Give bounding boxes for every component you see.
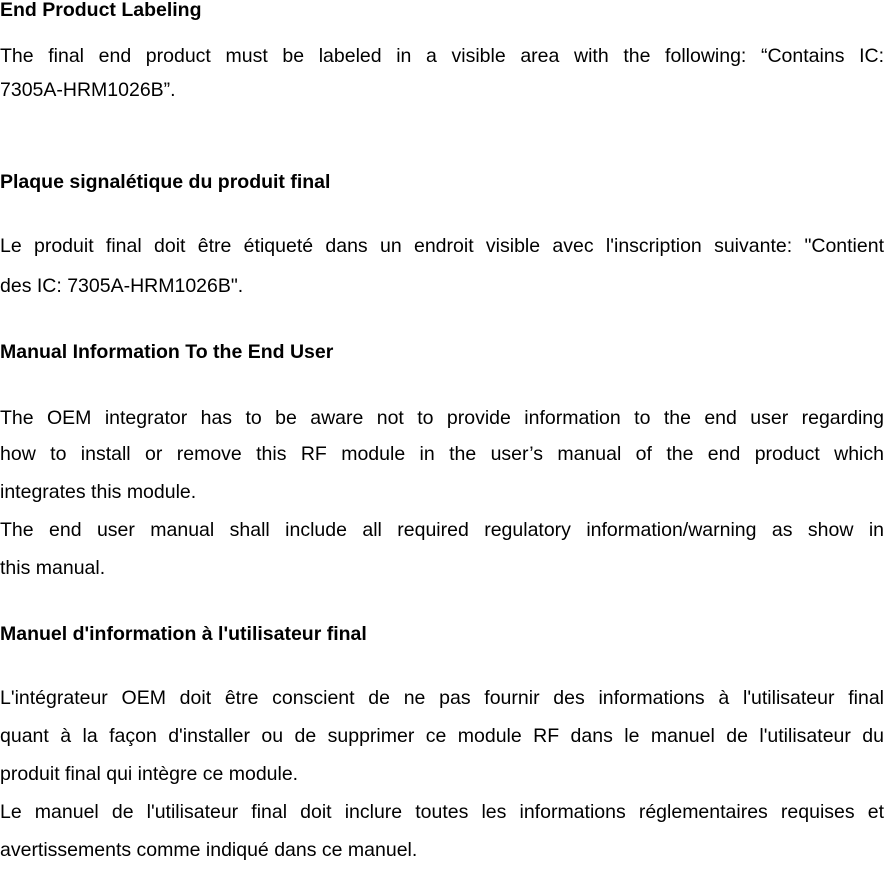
- paragraph-line: 7305A-HRM1026B”.: [0, 79, 176, 101]
- paragraph-line: avertissements comme indiqué dans ce manuel.: [0, 839, 418, 861]
- paragraph-line: this manual.: [0, 557, 106, 579]
- paragraph-line: L'intégrateur OEM doit être conscient de ne pas fournir des informations à l'utilisateur final: [0, 687, 884, 709]
- paragraph-line: Le manuel de l'utilisateur final doit inclure toutes les informations réglementaires requises et: [0, 801, 884, 823]
- paragraph-line: integrates this module.: [0, 481, 197, 503]
- heading-manual-information: Manual Information To the End User: [0, 341, 334, 363]
- paragraph-line: des IC: 7305A-HRM1026B".: [0, 275, 244, 297]
- paragraph-line: Le produit final doit être étiqueté dans un endroit visible avec l'inscription suivante: "Contient: [0, 235, 884, 257]
- paragraph-line: The final end product must be labeled in a visible area with the following: “Contains IC:: [0, 45, 884, 67]
- paragraph-line: quant à la façon d'installer ou de supprimer ce module RF dans le manuel de l'utilisateur du: [0, 725, 884, 747]
- heading-manuel-information: Manuel d'information à l'utilisateur final: [0, 623, 367, 645]
- paragraph-line: how to install or remove this RF module in the user’s manual of the end product which: [0, 443, 884, 465]
- paragraph-line: produit final qui intègre ce module.: [0, 763, 299, 785]
- paragraph-line: The OEM integrator has to be aware not to provide information to the end user regarding: [0, 407, 884, 429]
- heading-plaque-signaletique: Plaque signalétique du produit final: [0, 171, 331, 193]
- heading-end-product-labeling: End Product Labeling: [0, 0, 202, 21]
- paragraph-line: The end user manual shall include all required regulatory information/warning as show in: [0, 519, 884, 541]
